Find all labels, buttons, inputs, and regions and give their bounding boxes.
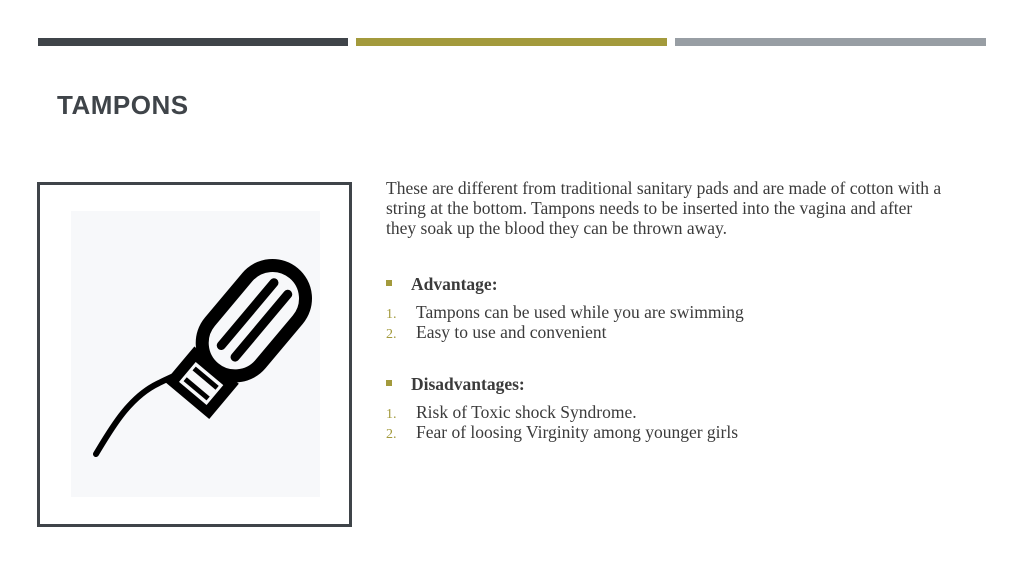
top-bar-olive bbox=[356, 38, 667, 46]
list-number: 1. bbox=[386, 407, 397, 422]
square-bullet-icon bbox=[386, 380, 392, 386]
list-item bbox=[386, 302, 946, 322]
list-item-text: Tampons can be used while you are swimming bbox=[416, 302, 744, 322]
top-bar-dark bbox=[38, 38, 348, 46]
tampon-icon bbox=[71, 211, 320, 497]
list-item-text: Fear of loosing Virginity among younger girls bbox=[416, 422, 739, 442]
list-item-text: Easy to use and convenient bbox=[416, 322, 607, 342]
list-number: 2. bbox=[386, 427, 397, 442]
intro-paragraph: These are different from traditional sanitary pads and are made of cotton with a string at the bottom. Tampons needs to be inserted into the vagina and after they soak up the blood they can be thrown away. bbox=[386, 178, 942, 238]
list-item-text: Risk of Toxic shock Syndrome. bbox=[416, 402, 637, 422]
list-item bbox=[386, 322, 946, 342]
list-number: 1. bbox=[386, 307, 397, 322]
top-bar-gray bbox=[675, 38, 986, 46]
content-area bbox=[386, 178, 946, 442]
list-number: 2. bbox=[386, 327, 397, 342]
disadvantages-section bbox=[386, 374, 946, 442]
list-item bbox=[386, 422, 946, 442]
advantages-section bbox=[386, 274, 946, 342]
advantages-list bbox=[386, 302, 946, 342]
disadvantages-heading bbox=[386, 374, 946, 394]
advantages-heading bbox=[386, 274, 946, 294]
list-item bbox=[386, 402, 946, 422]
image-panel bbox=[71, 211, 320, 497]
disadvantages-list bbox=[386, 402, 946, 442]
slide-title: TAMPONS bbox=[57, 90, 189, 120]
square-bullet-icon bbox=[386, 280, 392, 286]
image-frame bbox=[37, 182, 352, 527]
disadvantages-heading-text: Disadvantages: bbox=[411, 374, 525, 394]
advantages-heading-text: Advantage: bbox=[411, 274, 498, 294]
